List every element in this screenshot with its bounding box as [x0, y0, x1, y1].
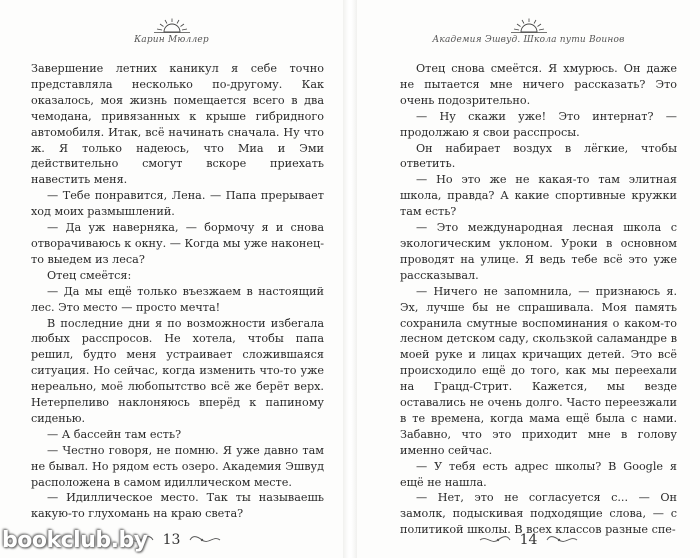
paragraph: — Но это же не какая-то там элитная школа, правда? А какие спортивные кружки там есть? [400, 173, 677, 219]
paragraph: — Идиллическое место. Так ты называешь какую-то глухомань на краю света? [31, 491, 324, 521]
paragraph: — Да мы ещё только въезжаем в настоящий лес. Это место — просто мечта! [31, 284, 324, 314]
paragraph: Отец снова смеётся. Я хмурюсь. Он даже не пытается мне ничего рассказать? Это очень подозрительно. [400, 62, 677, 107]
paragraph: — У тебя есть адрес школы? В Google я ещё не нашла. [400, 459, 677, 489]
paragraph: В последние дни я по возможности избегала любых расспросов. Не хотела, чтобы папа решил, будто меня устраивает сложившаяся ситуация. Но сейчас, когда изменить что-то уже нереально, моё любопытство всё же берёт верх. Нетерпеливо наклоняюсь вперёд к папиному сиденью. [31, 316, 324, 425]
sun-ornament-icon [509, 18, 549, 34]
paragraph: — Нет, это не согласуется с... — Он замолк, подыскивая подходящие слова, — с политикой школы. В всех классов разные спе- [400, 491, 677, 537]
right-page-text [400, 61, 677, 538]
paragraph: — Честно говоря, не помню. Я уже давно там не бывал. Но рядом есть озеро. Академия Эшвуд расположена в самом идиллическом месте. [31, 443, 324, 489]
sun-ornament-icon [152, 18, 192, 34]
paragraph: — Да уж наверняка, — бормочу я и снова отворачиваюсь к окну. — Когда мы уже наконец-то выедем из леса? [31, 221, 324, 266]
paragraph: — Тебе понравится, Лена. — Папа прерывает ход моих размышлений. [31, 189, 324, 219]
flourish-right-icon [188, 534, 222, 546]
flourish-left-icon [478, 534, 512, 546]
book-gutter [343, 0, 357, 558]
left-page-text [31, 61, 324, 522]
right-page-header [357, 18, 700, 45]
running-head-title: Академия Эшвуд. Школа пути Воинов [432, 35, 625, 45]
paragraph: — Это международная лесная школа с экологическим уклоном. Уроки в основном проводят на улице. Я ведь тебе всё это уже рассказывал. [400, 221, 677, 282]
paragraph: — Ну скажи уже! Это интернат? — продолжаю я свои расспросы. [400, 109, 677, 139]
paragraph: — А бассейн там есть? [47, 427, 182, 441]
right-page-folio [357, 532, 700, 548]
paragraph: Он набирает воздух в лёгкие, чтобы ответить. [400, 141, 677, 171]
left-page-header [0, 18, 343, 45]
right-page [357, 0, 700, 558]
flourish-right-icon [545, 534, 579, 546]
left-page [0, 0, 343, 558]
watermark: bookclub.by [2, 528, 148, 553]
paragraph: Отец смеётся: [47, 268, 132, 282]
running-head-author: Карин Мюллер [134, 35, 209, 45]
paragraph: Завершение летних каникул я себе точно представляла несколько по-другому. Как оказалось, моя жизнь помещается всего в два чемодана, привязанных к крыше гибридного автомобиля. Итак, всё начинать сначала. Ну что ж. Я только надеюсь, что Миа и Эми действительно смогут вскоре приехать навестить меня. [31, 62, 324, 187]
page-number: 13 [162, 532, 181, 548]
page-number: 14 [519, 532, 538, 548]
paragraph: — Ничего не запомнила, — признаюсь я. Эх, лучше бы не спрашивала. Моя память сохранила смутные воспоминания о каком-то лесном детском саду, скользкой саламандре в моей руке и лицах кричащих детей. Это всё происходило ещё до того, как мы переехали на Грацд-Стрит. Кажется, мы везде оставались не очень долго. Часто переезжали в те времена, когда мама ещё была с нами. Забавно, что это приходит мне в голову именно сейчас. [400, 284, 677, 457]
